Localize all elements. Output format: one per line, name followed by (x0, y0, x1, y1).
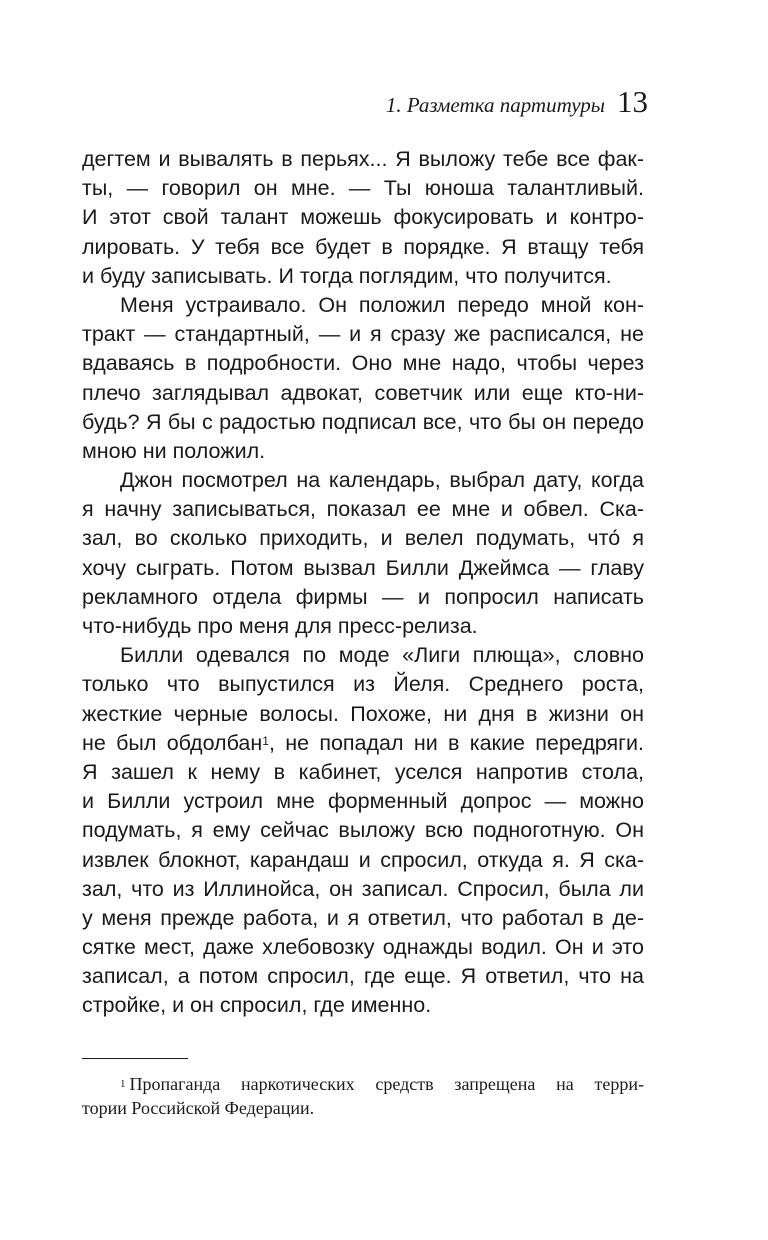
text-segment: не был обдолбан (82, 730, 263, 755)
text-line: тракт — стандартный, — и я сразу же расписался, не (82, 322, 644, 347)
text-line: стройке, и он спросил, где именно. (82, 993, 432, 1018)
text-line: ты, — говорил он мне. — Ты юноша талантливый. (82, 176, 644, 201)
text-line: Меня устраивало. Он положил передо мной кон- (120, 292, 644, 317)
footnote-line (82, 1072, 644, 1096)
footnote-text: Пропаганда наркотических средств запрещена на терри- (129, 1074, 644, 1094)
text-segment: , не попадал ни в какие передряги. (268, 730, 644, 755)
body-text (82, 145, 644, 1021)
text-line: и Билли устроил мне форменный допрос — можно (82, 789, 644, 814)
text-line-with-footnote (82, 729, 644, 758)
text-line: жесткие черные волосы. Похоже, ни дня в жизни он (82, 701, 644, 726)
text-line: записал, а потом спросил, где еще. Я ответил, что на (82, 964, 644, 989)
text-line: дегтем и вывалять в перьях... Я выложу тебе все фак- (82, 147, 644, 171)
footnote-reference: 1 (262, 733, 269, 748)
text-line: только что выпустился из Йеля. Среднего роста, (82, 672, 644, 697)
footnote (82, 1072, 644, 1120)
footnote-marker: 1 (120, 1078, 126, 1090)
text-line: Билли одевался по моде «Лиги плюща», словно (120, 643, 644, 668)
text-line: сятке мест, даже хлебовозку однажды водил. Он и это (82, 935, 644, 960)
text-line: рекламного отдела фирмы — и попросил написать (82, 584, 644, 609)
text-line: зал, что из Иллинойса, он записал. Спросил, была ли (82, 876, 644, 901)
text-line: подумать, я ему сейчас выложу всю подноготную. Он (82, 818, 644, 843)
page-number: 13 (617, 84, 648, 119)
text-line: и буду записывать. И тогда поглядим, что получится. (82, 263, 612, 288)
footnote-line: тории Российской Федерации. (82, 1098, 315, 1118)
running-title: 1. Разметка партитуры (385, 93, 605, 117)
text-line: извлек блокнот, карандаш и спросил, откуда я. Я ска- (82, 847, 644, 872)
text-line: вдаваясь в подробности. Оно мне надо, чтобы через (82, 351, 644, 376)
text-line: Джон посмотрел на календарь, выбрал дату, когда (120, 468, 644, 493)
text-line: что-нибудь про меня для пресс-релиза. (82, 614, 478, 638)
running-head (386, 84, 648, 120)
text-line: мною ни положил. (82, 438, 266, 463)
text-line: будь? Я бы с радостью подписал все, что бы он передо (82, 409, 644, 434)
text-line: я начну записываться, показал ее мне и обвел. Ска- (82, 497, 644, 522)
text-line: зал, во сколько приходить, и велел подумать, что́ я (82, 526, 644, 551)
text-line: Я зашел к нему в кабинет, уселся напротив стола, (82, 759, 644, 784)
text-line: лировать. У тебя все будет в порядке. Я втащу тебя (82, 234, 644, 259)
text-line: И этот свой талант можешь фокусировать и контро- (82, 205, 644, 230)
text-line: плечо заглядывал адвокат, советчик или еще кто-ни- (82, 380, 644, 405)
footnote-divider (82, 1058, 188, 1059)
text-line: хочу сыграть. Потом вызвал Билли Джеймса — главу (82, 555, 644, 580)
text-line: у меня прежде работа, и я ответил, что работал в де- (82, 905, 644, 930)
